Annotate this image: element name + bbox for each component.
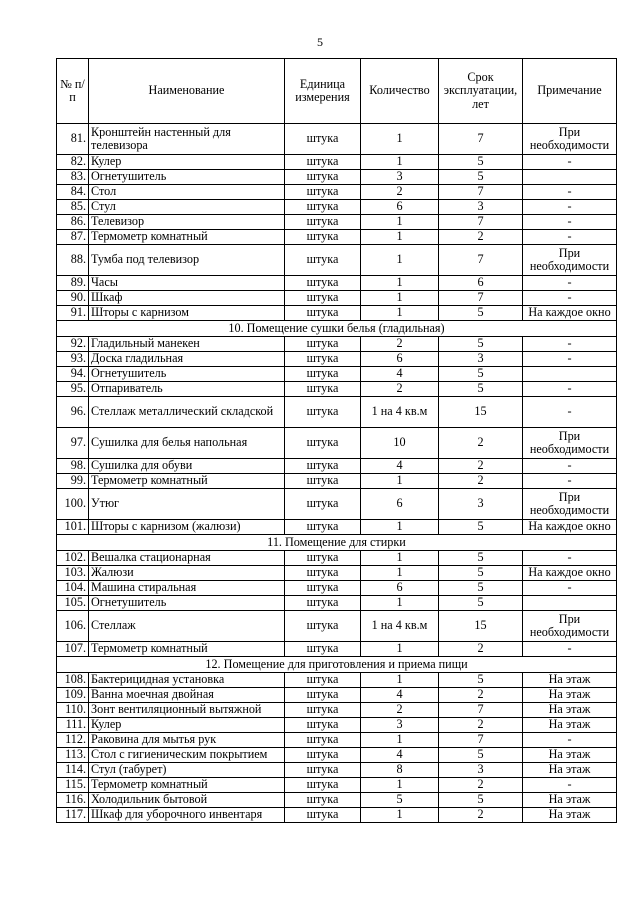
item-name: Термометр комнатный: [89, 642, 285, 657]
table-row: [57, 581, 617, 596]
item-quantity: 2: [361, 382, 439, 397]
table-row: [57, 808, 617, 823]
item-unit: штука: [285, 306, 361, 321]
row-number: 81.: [57, 124, 89, 155]
table-row: [57, 566, 617, 581]
item-unit: штука: [285, 733, 361, 748]
item-note: На этаж: [523, 688, 617, 703]
item-note: -: [523, 276, 617, 291]
table-row: [57, 459, 617, 474]
row-number: 104.: [57, 581, 89, 596]
row-number: 92.: [57, 337, 89, 352]
table-row: [57, 793, 617, 808]
item-quantity: 1: [361, 596, 439, 611]
item-name: Часы: [89, 276, 285, 291]
item-unit: штука: [285, 703, 361, 718]
item-name: Машина стиральная: [89, 581, 285, 596]
table-row: [57, 520, 617, 535]
item-name: Термометр комнатный: [89, 778, 285, 793]
item-unit: штука: [285, 551, 361, 566]
item-name: Утюг: [89, 489, 285, 520]
item-name: Гладильный манекен: [89, 337, 285, 352]
item-note: На этаж: [523, 748, 617, 763]
row-number: 103.: [57, 566, 89, 581]
item-service-life: 2: [439, 230, 523, 245]
item-unit: штука: [285, 291, 361, 306]
item-service-life: 7: [439, 124, 523, 155]
item-note: На этаж: [523, 808, 617, 823]
item-note: При необходимости: [523, 611, 617, 642]
item-quantity: 10: [361, 428, 439, 459]
item-note: -: [523, 352, 617, 367]
item-service-life: 7: [439, 291, 523, 306]
section-title: 10. Помещение сушки белья (гладильная): [57, 321, 617, 337]
item-quantity: 1: [361, 155, 439, 170]
table-row: [57, 155, 617, 170]
item-name: Кулер: [89, 155, 285, 170]
item-note: -: [523, 382, 617, 397]
item-name: Кулер: [89, 718, 285, 733]
item-note: -: [523, 474, 617, 489]
item-name: Стул (табурет): [89, 763, 285, 778]
item-unit: штука: [285, 474, 361, 489]
item-name: Раковина для мытья рук: [89, 733, 285, 748]
item-quantity: 4: [361, 367, 439, 382]
table-row: [57, 397, 617, 428]
item-unit: штука: [285, 428, 361, 459]
row-number: 83.: [57, 170, 89, 185]
item-unit: штука: [285, 459, 361, 474]
item-quantity: 1: [361, 673, 439, 688]
table-row: [57, 215, 617, 230]
section-title: 11. Помещение для стирки: [57, 535, 617, 551]
item-note: На этаж: [523, 718, 617, 733]
item-name: Стеллаж металлический складской: [89, 397, 285, 428]
page-number: 5: [317, 35, 323, 49]
item-note: -: [523, 337, 617, 352]
item-note: -: [523, 551, 617, 566]
header-num: № п/п: [57, 59, 89, 124]
item-service-life: 3: [439, 489, 523, 520]
table-row: [57, 276, 617, 291]
table-row: [57, 733, 617, 748]
row-number: 85.: [57, 200, 89, 215]
table-row: [57, 489, 617, 520]
item-name: Кронштейн настенный для телевизора: [89, 124, 285, 155]
item-name: Огнетушитель: [89, 367, 285, 382]
item-name: Отпариватель: [89, 382, 285, 397]
item-service-life: 2: [439, 718, 523, 733]
item-unit: штука: [285, 763, 361, 778]
item-note: При необходимости: [523, 428, 617, 459]
row-number: 113.: [57, 748, 89, 763]
item-name: Холодильник бытовой: [89, 793, 285, 808]
item-quantity: 3: [361, 170, 439, 185]
item-note: -: [523, 733, 617, 748]
item-note: -: [523, 291, 617, 306]
item-note: При необходимости: [523, 245, 617, 276]
item-service-life: 6: [439, 276, 523, 291]
item-name: Стеллаж: [89, 611, 285, 642]
item-service-life: 7: [439, 733, 523, 748]
item-quantity: 5: [361, 793, 439, 808]
item-unit: штука: [285, 808, 361, 823]
item-quantity: 2: [361, 337, 439, 352]
item-service-life: 15: [439, 611, 523, 642]
item-note: -: [523, 778, 617, 793]
item-service-life: 5: [439, 748, 523, 763]
item-note: При необходимости: [523, 489, 617, 520]
item-quantity: 2: [361, 703, 439, 718]
table-row: [57, 306, 617, 321]
item-note: На этаж: [523, 673, 617, 688]
item-service-life: 5: [439, 551, 523, 566]
item-name: Стул: [89, 200, 285, 215]
item-name: Бактерицидная установка: [89, 673, 285, 688]
item-name: Стол: [89, 185, 285, 200]
item-note: -: [523, 581, 617, 596]
table-row: [57, 748, 617, 763]
item-quantity: 3: [361, 718, 439, 733]
row-number: 114.: [57, 763, 89, 778]
item-name: Сушилка для обуви: [89, 459, 285, 474]
item-name: Доска гладильная: [89, 352, 285, 367]
table-row: [57, 124, 617, 155]
item-note: На каждое окно: [523, 306, 617, 321]
item-unit: штука: [285, 382, 361, 397]
row-number: 117.: [57, 808, 89, 823]
row-number: 107.: [57, 642, 89, 657]
table-row: [57, 642, 617, 657]
item-name: Зонт вентиляционный вытяжной: [89, 703, 285, 718]
item-service-life: 5: [439, 793, 523, 808]
row-number: 82.: [57, 155, 89, 170]
item-note: [523, 596, 617, 611]
table-row: [57, 718, 617, 733]
item-name: Шторы с карнизом (жалюзи): [89, 520, 285, 535]
item-service-life: 15: [439, 397, 523, 428]
table-row: [57, 778, 617, 793]
row-number: 101.: [57, 520, 89, 535]
item-quantity: 1: [361, 808, 439, 823]
item-service-life: 3: [439, 200, 523, 215]
header-name: Наименование: [89, 59, 285, 124]
item-note: [523, 170, 617, 185]
item-service-life: 7: [439, 185, 523, 200]
item-service-life: 5: [439, 520, 523, 535]
item-unit: штука: [285, 596, 361, 611]
table-row: [57, 352, 617, 367]
table-body: [57, 124, 617, 823]
row-number: 110.: [57, 703, 89, 718]
item-note: -: [523, 397, 617, 428]
row-number: 96.: [57, 397, 89, 428]
table-row: [57, 291, 617, 306]
item-name: Телевизор: [89, 215, 285, 230]
equipment-table: [56, 58, 617, 823]
item-name: Огнетушитель: [89, 596, 285, 611]
item-quantity: 4: [361, 688, 439, 703]
item-unit: штука: [285, 673, 361, 688]
row-number: 106.: [57, 611, 89, 642]
item-note: -: [523, 155, 617, 170]
item-unit: штука: [285, 124, 361, 155]
item-quantity: 1: [361, 474, 439, 489]
item-unit: штука: [285, 245, 361, 276]
item-name: Сушилка для белья напольная: [89, 428, 285, 459]
item-quantity: 1: [361, 733, 439, 748]
item-unit: штука: [285, 185, 361, 200]
item-note: -: [523, 185, 617, 200]
item-note: На каждое окно: [523, 566, 617, 581]
item-unit: штука: [285, 352, 361, 367]
item-unit: штука: [285, 337, 361, 352]
item-quantity: 4: [361, 748, 439, 763]
row-number: 89.: [57, 276, 89, 291]
item-unit: штука: [285, 718, 361, 733]
item-service-life: 7: [439, 215, 523, 230]
item-quantity: 4: [361, 459, 439, 474]
item-service-life: 5: [439, 566, 523, 581]
row-number: 102.: [57, 551, 89, 566]
row-number: 93.: [57, 352, 89, 367]
header-note: Примечание: [523, 59, 617, 124]
row-number: 86.: [57, 215, 89, 230]
item-service-life: 5: [439, 596, 523, 611]
item-quantity: 1 на 4 кв.м: [361, 397, 439, 428]
item-service-life: 3: [439, 763, 523, 778]
item-name: Термометр комнатный: [89, 230, 285, 245]
item-name: Шкаф: [89, 291, 285, 306]
row-number: 109.: [57, 688, 89, 703]
row-number: 115.: [57, 778, 89, 793]
item-unit: штука: [285, 688, 361, 703]
row-number: 91.: [57, 306, 89, 321]
item-quantity: 6: [361, 200, 439, 215]
item-unit: штука: [285, 778, 361, 793]
row-number: 84.: [57, 185, 89, 200]
row-number: 87.: [57, 230, 89, 245]
item-note: -: [523, 200, 617, 215]
table-row: [57, 230, 617, 245]
item-service-life: 2: [439, 688, 523, 703]
item-note: На каждое окно: [523, 520, 617, 535]
item-quantity: 1: [361, 642, 439, 657]
item-name: Термометр комнатный: [89, 474, 285, 489]
item-name: Огнетушитель: [89, 170, 285, 185]
table-row: [57, 185, 617, 200]
item-unit: штука: [285, 215, 361, 230]
row-number: 108.: [57, 673, 89, 688]
item-service-life: 5: [439, 337, 523, 352]
item-service-life: 2: [439, 428, 523, 459]
header-qty: Количество: [361, 59, 439, 124]
row-number: 95.: [57, 382, 89, 397]
item-service-life: 5: [439, 306, 523, 321]
item-unit: штука: [285, 200, 361, 215]
item-note: При необходимости: [523, 124, 617, 155]
item-unit: штука: [285, 155, 361, 170]
item-quantity: 1 на 4 кв.м: [361, 611, 439, 642]
row-number: 111.: [57, 718, 89, 733]
table-row: [57, 367, 617, 382]
item-service-life: 7: [439, 245, 523, 276]
item-unit: штука: [285, 581, 361, 596]
table-row: [57, 474, 617, 489]
table-row: [57, 763, 617, 778]
item-unit: штука: [285, 793, 361, 808]
row-number: 105.: [57, 596, 89, 611]
row-number: 98.: [57, 459, 89, 474]
section-header-row: [57, 657, 617, 673]
item-note: -: [523, 642, 617, 657]
row-number: 116.: [57, 793, 89, 808]
item-service-life: 3: [439, 352, 523, 367]
item-unit: штука: [285, 367, 361, 382]
table-row: [57, 245, 617, 276]
item-service-life: 2: [439, 474, 523, 489]
item-service-life: 7: [439, 703, 523, 718]
item-name: Стол с гигиеническим покрытием: [89, 748, 285, 763]
item-quantity: 8: [361, 763, 439, 778]
item-quantity: 1: [361, 520, 439, 535]
table-row: [57, 428, 617, 459]
item-service-life: 5: [439, 581, 523, 596]
item-note: -: [523, 230, 617, 245]
item-service-life: 5: [439, 155, 523, 170]
item-note: На этаж: [523, 793, 617, 808]
item-unit: штука: [285, 520, 361, 535]
row-number: 90.: [57, 291, 89, 306]
item-note: На этаж: [523, 763, 617, 778]
item-name: Жалюзи: [89, 566, 285, 581]
item-quantity: 1: [361, 551, 439, 566]
item-service-life: 5: [439, 170, 523, 185]
item-name: Вешалка стационарная: [89, 551, 285, 566]
item-quantity: 1: [361, 291, 439, 306]
table-row: [57, 170, 617, 185]
item-quantity: 6: [361, 489, 439, 520]
item-note: [523, 367, 617, 382]
item-unit: штука: [285, 276, 361, 291]
item-service-life: 2: [439, 459, 523, 474]
item-unit: штука: [285, 611, 361, 642]
table-row: [57, 551, 617, 566]
section-header-row: [57, 321, 617, 337]
item-quantity: 1: [361, 306, 439, 321]
item-unit: штука: [285, 566, 361, 581]
table-row: [57, 596, 617, 611]
row-number: 97.: [57, 428, 89, 459]
header-unit: Единица измерения: [285, 59, 361, 124]
row-number: 112.: [57, 733, 89, 748]
item-unit: штука: [285, 489, 361, 520]
item-quantity: 1: [361, 245, 439, 276]
item-service-life: 2: [439, 778, 523, 793]
item-quantity: 1: [361, 566, 439, 581]
header-term: Срок эксплуатации, лет: [439, 59, 523, 124]
table-row: [57, 337, 617, 352]
item-unit: штука: [285, 397, 361, 428]
item-quantity: 6: [361, 581, 439, 596]
item-service-life: 5: [439, 382, 523, 397]
item-service-life: 2: [439, 808, 523, 823]
table-row: [57, 382, 617, 397]
item-unit: штука: [285, 748, 361, 763]
row-number: 99.: [57, 474, 89, 489]
item-note: -: [523, 459, 617, 474]
item-quantity: 1: [361, 276, 439, 291]
item-unit: штука: [285, 642, 361, 657]
item-quantity: 6: [361, 352, 439, 367]
item-note: На этаж: [523, 703, 617, 718]
item-service-life: 5: [439, 673, 523, 688]
item-name: Тумба под телевизор: [89, 245, 285, 276]
item-quantity: 1: [361, 778, 439, 793]
row-number: 88.: [57, 245, 89, 276]
section-header-row: [57, 535, 617, 551]
item-quantity: 2: [361, 185, 439, 200]
item-quantity: 1: [361, 215, 439, 230]
item-name: Шторы с карнизом: [89, 306, 285, 321]
item-service-life: 2: [439, 642, 523, 657]
table-header-row: [57, 59, 617, 124]
row-number: 100.: [57, 489, 89, 520]
table-row: [57, 703, 617, 718]
section-title: 12. Помещение для приготовления и приема пищи: [57, 657, 617, 673]
item-service-life: 5: [439, 367, 523, 382]
item-note: -: [523, 215, 617, 230]
item-unit: штука: [285, 170, 361, 185]
item-quantity: 1: [361, 230, 439, 245]
table-row: [57, 200, 617, 215]
item-name: Ванна моечная двойная: [89, 688, 285, 703]
row-number: 94.: [57, 367, 89, 382]
table-row: [57, 611, 617, 642]
item-name: Шкаф для уборочного инвентаря: [89, 808, 285, 823]
table-row: [57, 673, 617, 688]
item-unit: штука: [285, 230, 361, 245]
table-row: [57, 688, 617, 703]
item-quantity: 1: [361, 124, 439, 155]
